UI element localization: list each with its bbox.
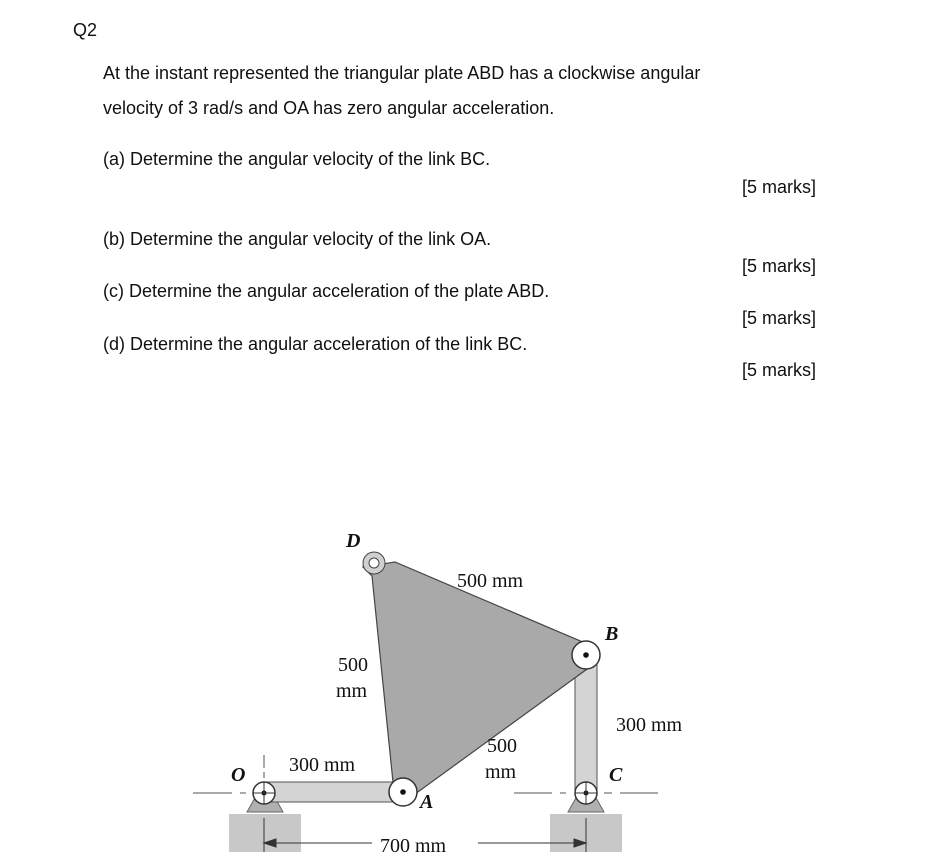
pin-d [363,552,385,574]
dim-ab-value: 500 [487,735,517,757]
dim-db: 500 mm [457,570,524,592]
question-number: Q2 [73,20,98,40]
part-a-text: (a) Determine the angular velocity of the link BC. [103,149,491,169]
label-d: D [346,530,361,552]
label-a: A [420,791,434,813]
triangular-plate-abd [363,562,594,797]
label-b: B [605,623,619,645]
part-a-marks: [5 marks] [742,177,817,197]
pin-c [575,782,597,804]
part-b-text: (b) Determine the angular velocity of the link OA. [103,229,492,249]
intro-line-1: At the instant represented the triangular plate ABD has a clockwise angular [103,63,701,83]
part-c-text: (c) Determine the angular acceleration of the plate ABD. [103,281,550,301]
part-c-marks: [5 marks] [742,308,817,328]
part-d-text: (d) Determine the angular acceleration of the link BC. [103,334,528,354]
dim-oc: 700 mm [380,835,447,852]
link-oa [264,782,404,802]
pin-b [572,641,600,669]
pin-a [389,778,417,806]
dim-ab-unit: mm [485,761,517,783]
label-o: O [231,764,246,786]
pin-o [253,782,275,804]
dim-ad-unit: mm [336,680,368,702]
label-c: C [609,764,623,786]
dim-bc: 300 mm [616,714,683,736]
dim-ad-value: 500 [338,654,368,676]
part-b-marks: [5 marks] [742,256,817,276]
dim-oa: 300 mm [289,754,356,776]
intro-line-2: velocity of 3 rad/s and OA has zero angular acceleration. [103,98,555,118]
part-d-marks: [5 marks] [742,360,817,380]
